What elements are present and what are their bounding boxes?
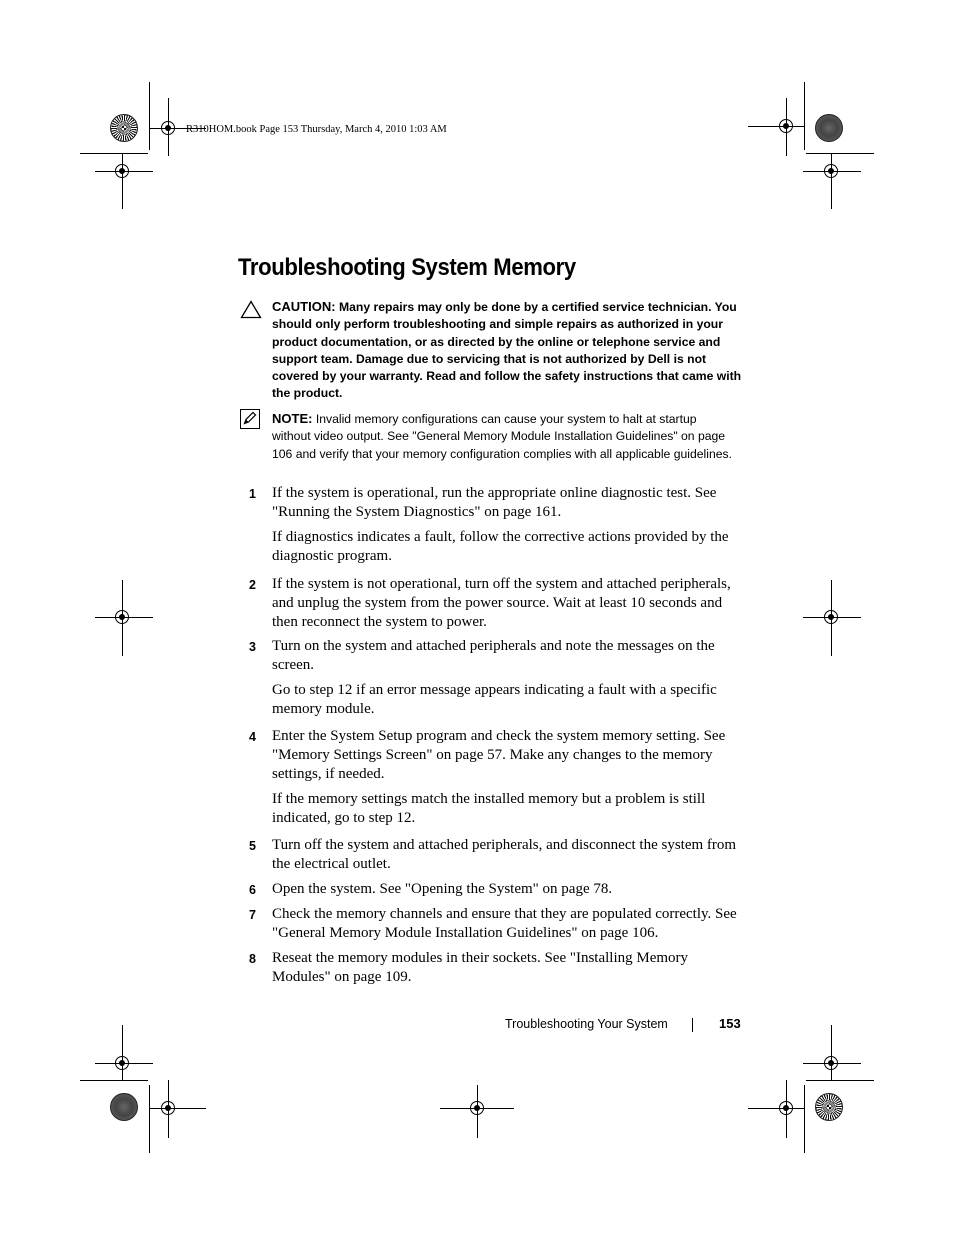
caution-triangle-icon — [240, 300, 262, 319]
footer-divider — [692, 1018, 693, 1032]
step-number: 6 — [249, 883, 256, 897]
step-followup-text: If diagnostics indicates a fault, follow the corrective actions provided by the diagnostic program. — [272, 529, 729, 564]
print-header: R310HOM.book Page 153 Thursday, March 4, 2010 1:03 AM — [186, 124, 447, 135]
step-text: If the system is operational, run the appropriate online diagnostic test. See "Running the System Diagnostics" on page 161. — [272, 485, 717, 520]
step-number: 3 — [249, 640, 256, 654]
note-notice — [272, 410, 737, 463]
page-number: 153 — [719, 1016, 741, 1031]
step-text: Turn on the system and attached peripherals and note the messages on the screen. — [272, 638, 715, 673]
caution-text: Many repairs may only be done by a certified service technician. You should only perform troubleshooting and simple repairs as authorized in your product documentation, or as directed by the online or telephone service and support team. Damage due to servicing that is not authorized by Dell is not covered by your warranty. Read and follow the safety instructions that came with the product. — [272, 300, 742, 401]
step-number: 1 — [249, 487, 256, 501]
footer-section-title: Troubleshooting Your System — [505, 1017, 668, 1031]
step-number: 4 — [249, 730, 256, 744]
caution-notice — [272, 298, 747, 403]
step-text: Turn off the system and attached peripherals, and disconnect the system from the electrical outlet. — [272, 837, 737, 872]
step-text: Open the system. See "Opening the System" on page 78. — [272, 881, 613, 897]
step-number: 8 — [249, 952, 256, 966]
step-followup-text: If the memory settings match the installed memory but a problem is still indicated, go to step 12. — [272, 791, 706, 826]
note-text: Invalid memory configurations can cause your system to halt at startup without video output. See "General Memory Module Installation Guidelines" on page 106 and verify that your memory configuration complies with all applicable guidelines. — [272, 412, 732, 461]
step-number: 2 — [249, 578, 256, 592]
step-number: 7 — [249, 908, 256, 922]
note-label: NOTE: — [272, 411, 313, 426]
step-text: Check the memory channels and ensure that they are populated correctly. See "General Memory Module Installation Guidelines" on page 106. — [272, 906, 737, 941]
step-text: If the system is not operational, turn off the system and attached peripherals, and unplug the system from the power source. Wait at least 10 seconds and then reconnect the system to power. — [272, 576, 731, 630]
note-pencil-icon — [240, 409, 260, 429]
step-number: 5 — [249, 839, 256, 853]
step-followup-text: Go to step 12 if an error message appears indicating a fault with a specific memory module. — [272, 682, 717, 717]
step-text: Enter the System Setup program and check the system memory setting. See "Memory Settings Screen" on page 57. Make any changes to the memory settings, if needed. — [272, 728, 726, 782]
page-title: Troubleshooting System Memory — [238, 254, 576, 281]
step-text: Reseat the memory modules in their sockets. See "Installing Memory Modules" on page 109. — [272, 950, 689, 985]
caution-label: CAUTION: — [272, 299, 336, 314]
